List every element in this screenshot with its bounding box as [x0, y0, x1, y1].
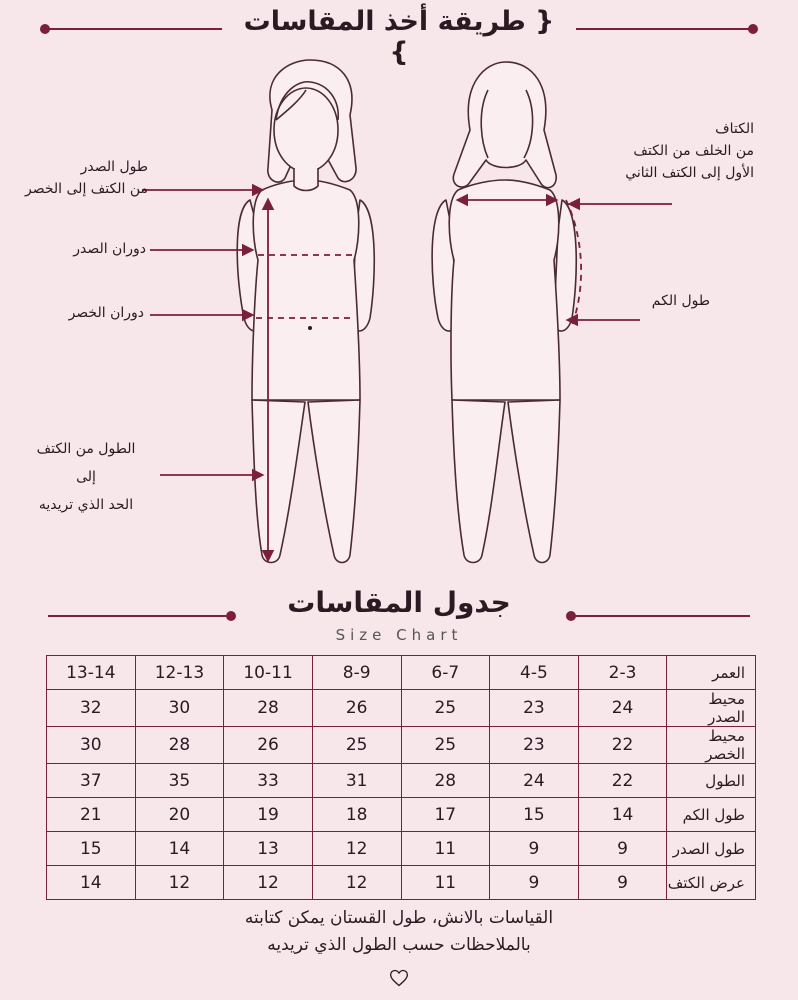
- age-cell: 4-5: [490, 656, 579, 690]
- label-length-line3: الحد الذي تريديه: [38, 497, 134, 513]
- table-cell: 17: [401, 798, 490, 832]
- age-cell: 2-3: [578, 656, 667, 690]
- table-cell: 22: [578, 727, 667, 764]
- table-cell: 12: [312, 832, 401, 866]
- size-table: [46, 655, 756, 900]
- table-cell: 12: [312, 866, 401, 900]
- table-cell: 14: [47, 866, 136, 900]
- table-cell: 30: [135, 690, 224, 727]
- table-cell: 24: [578, 690, 667, 727]
- table-cell: 32: [47, 690, 136, 727]
- label-shoulder-line1: الكتاف: [715, 121, 754, 137]
- table-cell: 21: [47, 798, 136, 832]
- row-label-cell: محيط الصدر: [667, 690, 756, 727]
- table-cell: 37: [47, 764, 136, 798]
- title-right-dot: [748, 24, 758, 34]
- table-cell: 22: [578, 764, 667, 798]
- label-shoulder: [596, 118, 754, 184]
- measurement-illustration: [0, 50, 798, 595]
- table-cell: 24: [490, 764, 579, 798]
- age-header-cell: العمر: [667, 656, 756, 690]
- label-length-line2: إلى: [76, 469, 96, 485]
- page-header: [0, 4, 798, 68]
- label-sleeve-length: طول الكم: [651, 293, 710, 309]
- size-chart-title: جدول المقاسات: [287, 586, 511, 619]
- label-shoulder-line3: الأول إلى الكتف الثاني: [625, 165, 754, 181]
- table-cell: 25: [312, 727, 401, 764]
- table-cell: 14: [578, 798, 667, 832]
- table-cell: 11: [401, 832, 490, 866]
- label-waist-circumference: دوران الخصر: [68, 305, 144, 321]
- label-chest-length-line1: طول الصدر: [80, 159, 148, 175]
- label-chest-length: [20, 156, 148, 200]
- table-cell: 25: [401, 690, 490, 727]
- heart-icon: [389, 968, 409, 988]
- row-label-cell: طول الصدر: [667, 832, 756, 866]
- table-cell: 9: [578, 832, 667, 866]
- table-cell: 30: [47, 727, 136, 764]
- chart-divider-left: [48, 615, 226, 617]
- label-chest-circumference: دوران الصدر: [73, 241, 146, 257]
- footer-line1: القياسات بالانش، طول القستان يمكن كتابته: [244, 908, 554, 928]
- title-right-line: [576, 28, 750, 30]
- table-row: [47, 727, 756, 764]
- navel-dot: [308, 326, 312, 330]
- table-cell: 28: [135, 727, 224, 764]
- table-cell: 11: [401, 866, 490, 900]
- row-label-cell: عرض الكتف: [667, 866, 756, 900]
- table-cell: 9: [578, 866, 667, 900]
- label-chest-length-line2: من الكتف إلى الخصر: [25, 181, 148, 197]
- table-cell: 15: [47, 832, 136, 866]
- table-cell: 26: [224, 727, 313, 764]
- table-cell: 35: [135, 764, 224, 798]
- table-cell: 28: [224, 690, 313, 727]
- table-cell: 25: [401, 727, 490, 764]
- age-cell: 12-13: [135, 656, 224, 690]
- title-left-line: [48, 28, 222, 30]
- table-header-row: [47, 656, 756, 690]
- row-label-cell: الطول: [667, 764, 756, 798]
- table-cell: 13: [224, 832, 313, 866]
- age-cell: 6-7: [401, 656, 490, 690]
- footer-note: [150, 905, 648, 959]
- size-table-body: [47, 656, 756, 900]
- row-label-cell: محيط الخصر: [667, 727, 756, 764]
- table-cell: 28: [401, 764, 490, 798]
- table-row: [47, 866, 756, 900]
- table-cell: 12: [224, 866, 313, 900]
- table-row: [47, 798, 756, 832]
- table-cell: 23: [490, 690, 579, 727]
- label-shoulder-line2: من الخلف من الكتف: [633, 143, 754, 159]
- front-figure: [237, 60, 374, 563]
- table-cell: 31: [312, 764, 401, 798]
- table-row: [47, 764, 756, 798]
- table-row: [47, 690, 756, 727]
- table-cell: 33: [224, 764, 313, 798]
- table-cell: 9: [490, 832, 579, 866]
- footer-line2: بالملاحظات حسب الطول الذي تريديه: [267, 935, 531, 955]
- table-cell: 9: [490, 866, 579, 900]
- age-cell: 13-14: [47, 656, 136, 690]
- page-title: { طريقة أخذ المقاسات }: [243, 6, 555, 68]
- label-length: [20, 438, 152, 516]
- chart-divider-left-dot: [226, 611, 236, 621]
- age-cell: 10-11: [224, 656, 313, 690]
- table-cell: 20: [135, 798, 224, 832]
- table-cell: 18: [312, 798, 401, 832]
- back-figure: [432, 62, 576, 563]
- table-cell: 14: [135, 832, 224, 866]
- table-cell: 23: [490, 727, 579, 764]
- age-cell: 8-9: [312, 656, 401, 690]
- label-length-line1: الطول من الكتف: [36, 441, 136, 457]
- chart-divider-right: [574, 615, 750, 617]
- table-row: [47, 832, 756, 866]
- size-chart-subtitle: Size Chart: [335, 626, 463, 644]
- table-cell: 26: [312, 690, 401, 727]
- table-cell: 15: [490, 798, 579, 832]
- table-cell: 12: [135, 866, 224, 900]
- row-label-cell: طول الكم: [667, 798, 756, 832]
- table-cell: 19: [224, 798, 313, 832]
